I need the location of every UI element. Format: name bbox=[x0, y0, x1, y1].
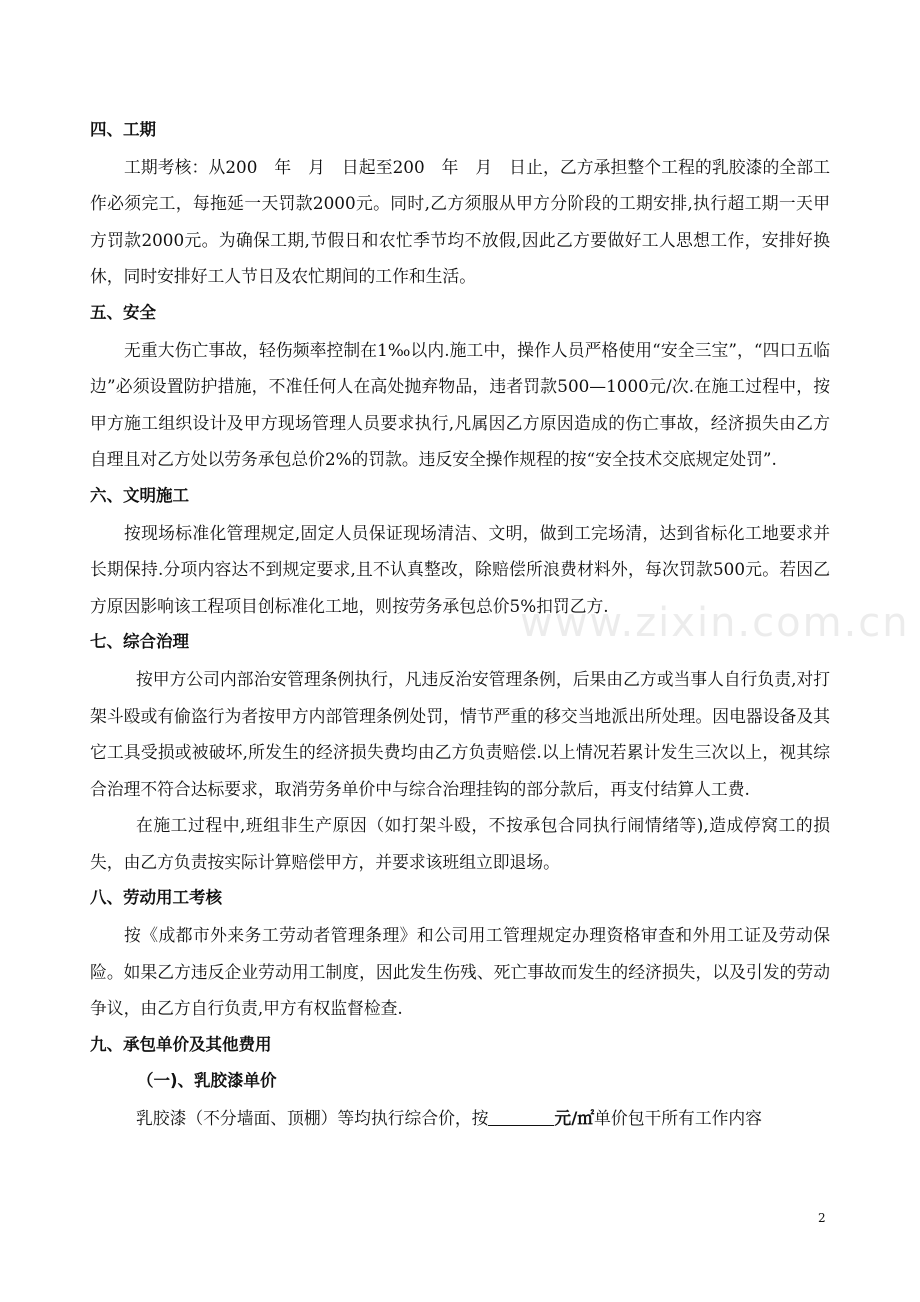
section-heading-unit-price: 九、承包单价及其他费用 bbox=[90, 1034, 272, 1054]
page-number: 2 bbox=[818, 1211, 826, 1225]
paragraph-civilized-construction: 按现场标准化管理规定,固定人员保证现场清洁、文明，做到工完场清，达到省标化工地要求并长期保持.分项内容达不到规定要求,且不认真整改，除赔偿所浪费材料外，每次罚款500元。若因乙方原因影响该工程项目创标准化工地，则按劳务承包总价5%扣罚乙方. bbox=[90, 522, 830, 616]
section-heading-safety: 五、安全 bbox=[90, 302, 156, 322]
paragraph-schedule: 工期考核：从200 年 月 日起至200 年 月 日止，乙方承担整个工程的乳胶漆的全部工作必须完工，每拖延一天罚款2000元。同时,乙方须服从甲方分阶段的工期安排,执行超工期一天甲方罚款2000元。为确保工期,节假日和农忙季节均不放假,因此乙方要做好工人思想工作，安排好换休，同时安排好工人节日及农忙期间的工作和生活。 bbox=[90, 156, 830, 287]
latex-price-text-after: 单价包干所有工作内容 bbox=[594, 1108, 762, 1129]
document-page bbox=[90, 112, 830, 1137]
paragraph-comprehensive-management-2: 在施工过程中,班组非生产原因（如打架斗殴，不按承包合同执行闹情绪等),造成停窝工的损失，由乙方负责按实际计算赔偿甲方，并要求该班组立即退场。 bbox=[90, 815, 830, 872]
section-heading-comprehensive-management: 七、综合治理 bbox=[90, 632, 189, 652]
paragraph-latex-paint-price bbox=[90, 1100, 830, 1137]
watermark: www.zixin.com.cn bbox=[520, 600, 910, 646]
paragraph-labor-assessment: 按《成都市外来务工劳动者管理条理》和公司用工管理规定办理资格审查和外用工证及劳动保险。如果乙方违反企业劳动用工制度，因此发生伤残、死亡事故而发生的经济损失，以及引发的劳动争议，由乙方自行负责,甲方有权监督检查. bbox=[90, 925, 830, 1019]
section-heading-civilized-construction: 六、文明施工 bbox=[90, 485, 189, 505]
price-unit: 元/㎡ bbox=[554, 1108, 595, 1129]
subsection-heading-latex-paint-price: （一)、乳胶漆单价 bbox=[137, 1071, 277, 1091]
paragraph-safety: 无重大伤亡事故，轻伤频率控制在1‰以内.施工中，操作人员严格使用“安全三宝”，“四口五临边”必须设置防护措施，不准任何人在高处抛弃物品，违者罚款500—1000元/次.在施工过程中，按甲方施工组织设计及甲方现场管理人员要求执行,凡属因乙方原因造成的伤亡事故，经济损失由乙方自理且对乙方处以劳务承包总价2%的罚款。违反安全操作规程的按“安全技术交底规定处罚”. bbox=[90, 339, 830, 470]
latex-price-text-before: 乳胶漆（不分墙面、顶棚）等均执行综合价，按 bbox=[136, 1108, 489, 1129]
section-heading-labor-assessment: 八、劳动用工考核 bbox=[90, 888, 222, 908]
price-blank-field bbox=[488, 1105, 554, 1126]
section-heading-schedule: 四、工期 bbox=[90, 120, 156, 139]
paragraph-comprehensive-management-1: 按甲方公司内部治安管理条例执行，凡违反治安管理条例，后果由乙方或当事人自行负责,对打架斗殴或有偷盗行为者按甲方内部管理条例处罚，情节严重的移交当地派出所处理。因电器设备及其它工具受损或被破坏,所发生的经济损失费均由乙方负责赔偿.以上情况若累计发生三次以上，视其综合治理不符合达标要求，取消劳务单价中与综合治理挂钩的部分款后，再支付结算人工费. bbox=[90, 668, 830, 799]
